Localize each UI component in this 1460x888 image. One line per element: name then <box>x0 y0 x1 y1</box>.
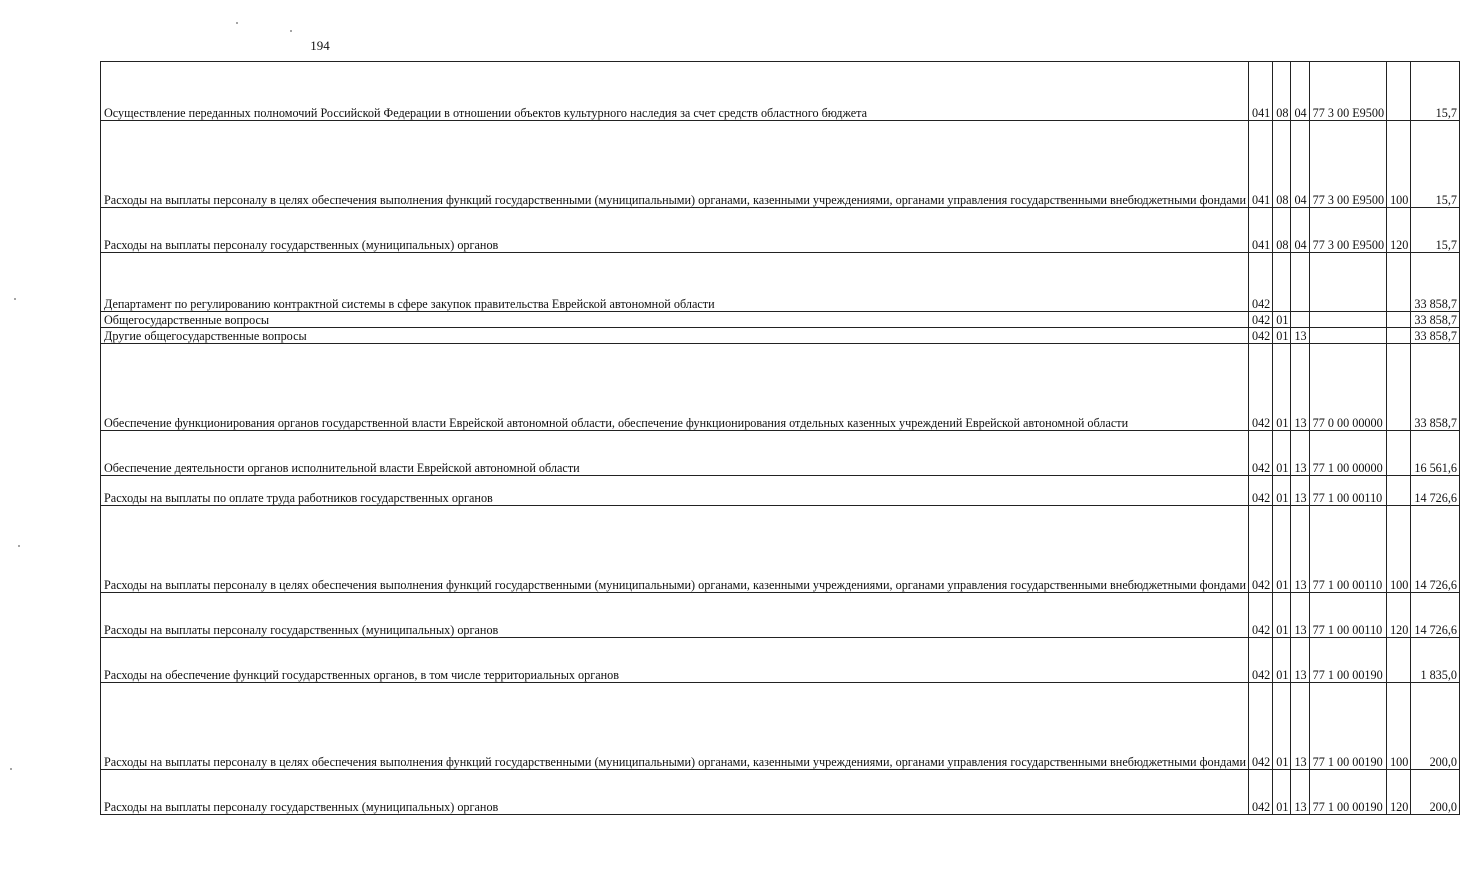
department-code-cell: 042 <box>1248 638 1272 683</box>
expense-name: Обеспечение функционирования органов государственной власти Еврейской автономной области, обеспечение функционирования отдельных казенных учреждений Еврейской автономной области <box>104 415 1129 430</box>
target-article-code-cell: 77 3 00 Е9500 <box>1309 208 1386 253</box>
expense-type-code-cell: 120 <box>1387 593 1411 638</box>
amount-cell: 200,0 <box>1411 683 1460 770</box>
section-code-cell: 01 <box>1273 476 1291 506</box>
expense-name: Обеспечение деятельности органов исполнительной власти Еврейской автономной области <box>104 460 580 475</box>
expense-type-code-cell: 120 <box>1387 770 1411 815</box>
amount-cell: 33 858,7 <box>1411 328 1460 344</box>
expense-name-cell <box>101 253 1249 312</box>
table-row <box>101 328 1460 344</box>
expense-name-cell <box>101 476 1249 506</box>
scan-speck <box>18 545 20 547</box>
department-code-cell: 042 <box>1248 506 1272 593</box>
table-row <box>101 476 1460 506</box>
subsection-code-cell: 13 <box>1291 431 1309 476</box>
amount-cell: 14 726,6 <box>1411 476 1460 506</box>
expense-name-cell <box>101 312 1249 328</box>
expense-name: Расходы на выплаты персоналу государственных (муниципальных) органов <box>104 799 499 814</box>
target-article-code-cell <box>1309 328 1386 344</box>
expense-name-cell <box>101 431 1249 476</box>
expense-type-code-cell <box>1387 638 1411 683</box>
expense-name-cell <box>101 770 1249 815</box>
scan-speck <box>290 30 292 32</box>
scan-speck <box>10 768 12 770</box>
subsection-code-cell: 13 <box>1291 683 1309 770</box>
section-code-cell: 08 <box>1273 62 1291 121</box>
target-article-code-cell: 77 1 00 00110 <box>1309 506 1386 593</box>
subsection-code-cell <box>1291 312 1309 328</box>
department-code-cell: 042 <box>1248 431 1272 476</box>
target-article-code-cell: 77 0 00 00000 <box>1309 344 1386 431</box>
expense-name-cell <box>101 638 1249 683</box>
department-code-cell: 041 <box>1248 121 1272 208</box>
subsection-code-cell: 13 <box>1291 328 1309 344</box>
department-code-cell: 041 <box>1248 208 1272 253</box>
target-article-code-cell: 77 1 00 00000 <box>1309 431 1386 476</box>
section-code-cell: 01 <box>1273 683 1291 770</box>
target-article-code-cell: 77 3 00 Е9500 <box>1309 121 1386 208</box>
subsection-code-cell: 13 <box>1291 476 1309 506</box>
subsection-code-cell: 04 <box>1291 121 1309 208</box>
amount-cell: 14 726,6 <box>1411 593 1460 638</box>
expense-name: Другие общегосударственные вопросы <box>104 328 307 343</box>
amount-cell: 14 726,6 <box>1411 506 1460 593</box>
expense-name-cell <box>101 344 1249 431</box>
expense-name-cell <box>101 62 1249 121</box>
section-code-cell: 01 <box>1273 638 1291 683</box>
subsection-code-cell: 13 <box>1291 638 1309 683</box>
expense-name-cell <box>101 593 1249 638</box>
subsection-code-cell: 04 <box>1291 208 1309 253</box>
budget-table <box>100 61 1460 815</box>
amount-cell: 33 858,7 <box>1411 344 1460 431</box>
section-code-cell: 01 <box>1273 431 1291 476</box>
section-code-cell: 01 <box>1273 312 1291 328</box>
section-code-cell: 01 <box>1273 506 1291 593</box>
department-code-cell: 042 <box>1248 328 1272 344</box>
expense-type-code-cell: 100 <box>1387 683 1411 770</box>
expense-type-code-cell <box>1387 344 1411 431</box>
table-row <box>101 770 1460 815</box>
target-article-code-cell: 77 1 00 00190 <box>1309 770 1386 815</box>
expense-name: Расходы на выплаты персоналу государственных (муниципальных) органов <box>104 622 499 637</box>
amount-cell: 15,7 <box>1411 121 1460 208</box>
amount-cell: 33 858,7 <box>1411 312 1460 328</box>
expense-name-cell <box>101 208 1249 253</box>
expense-type-code-cell <box>1387 476 1411 506</box>
target-article-code-cell: 77 1 00 00190 <box>1309 638 1386 683</box>
expense-name: Общегосударственные вопросы <box>104 312 270 327</box>
expense-type-code-cell <box>1387 62 1411 121</box>
section-code-cell <box>1273 253 1291 312</box>
section-code-cell: 08 <box>1273 208 1291 253</box>
amount-cell: 33 858,7 <box>1411 253 1460 312</box>
expense-name: Расходы на обеспечение функций государственных органов, в том числе территориальных органов <box>104 667 620 682</box>
section-code-cell: 01 <box>1273 770 1291 815</box>
expense-name: Расходы на выплаты персоналу в целях обеспечения выполнения функций государственными (муниципальными) органами, казенными учреждениями, органами управления государственными внебюджетными фондами <box>104 754 1246 769</box>
subsection-code-cell: 13 <box>1291 506 1309 593</box>
expense-name-cell <box>101 121 1249 208</box>
department-code-cell: 042 <box>1248 344 1272 431</box>
table-row <box>101 638 1460 683</box>
table-row <box>101 683 1460 770</box>
table-row <box>101 431 1460 476</box>
subsection-code-cell: 13 <box>1291 770 1309 815</box>
section-code-cell: 08 <box>1273 121 1291 208</box>
scan-speck <box>14 298 16 300</box>
expense-name: Расходы на выплаты персоналу в целях обеспечения выполнения функций государственными (муниципальными) органами, казенными учреждениями, органами управления государственными внебюджетными фондами <box>104 577 1246 592</box>
table-row <box>101 506 1460 593</box>
section-code-cell: 01 <box>1273 344 1291 431</box>
section-code-cell: 01 <box>1273 328 1291 344</box>
target-article-code-cell <box>1309 312 1386 328</box>
expense-name-cell <box>101 683 1249 770</box>
expense-type-code-cell: 100 <box>1387 506 1411 593</box>
table-row <box>101 208 1460 253</box>
expense-name-cell <box>101 506 1249 593</box>
expense-name: Департамент по регулированию контрактной системы в сфере закупок правительства Еврейской автономной области <box>104 296 715 311</box>
expense-type-code-cell: 120 <box>1387 208 1411 253</box>
target-article-code-cell: 77 1 00 00110 <box>1309 593 1386 638</box>
expense-type-code-cell <box>1387 253 1411 312</box>
amount-cell: 16 561,6 <box>1411 431 1460 476</box>
subsection-code-cell: 13 <box>1291 344 1309 431</box>
table-row <box>101 62 1460 121</box>
target-article-code-cell: 77 1 00 00190 <box>1309 683 1386 770</box>
amount-cell: 15,7 <box>1411 62 1460 121</box>
table-row <box>101 344 1460 431</box>
subsection-code-cell <box>1291 253 1309 312</box>
department-code-cell: 042 <box>1248 476 1272 506</box>
table-row <box>101 593 1460 638</box>
table-row <box>101 312 1460 328</box>
scan-speck <box>236 22 238 24</box>
expense-name: Осуществление переданных полномочий Российской Федерации в отношении объектов культурного наследия за счет средств областного бюджета <box>104 105 868 120</box>
table-row <box>101 121 1460 208</box>
budget-table-body <box>101 62 1460 815</box>
subsection-code-cell: 04 <box>1291 62 1309 121</box>
expense-type-code-cell <box>1387 328 1411 344</box>
expense-name: Расходы на выплаты персоналу государственных (муниципальных) органов <box>104 237 499 252</box>
department-code-cell: 042 <box>1248 253 1272 312</box>
target-article-code-cell: 77 3 00 Е9500 <box>1309 62 1386 121</box>
expense-name: Расходы на выплаты по оплате труда работников государственных органов <box>104 490 493 505</box>
subsection-code-cell: 13 <box>1291 593 1309 638</box>
expense-name-cell <box>101 328 1249 344</box>
expense-type-code-cell <box>1387 431 1411 476</box>
target-article-code-cell <box>1309 253 1386 312</box>
department-code-cell: 041 <box>1248 62 1272 121</box>
table-row <box>101 253 1460 312</box>
expense-name: Расходы на выплаты персоналу в целях обеспечения выполнения функций государственными (муниципальными) органами, казенными учреждениями, органами управления государственными внебюджетными фондами <box>104 192 1246 207</box>
amount-cell: 200,0 <box>1411 770 1460 815</box>
section-code-cell: 01 <box>1273 593 1291 638</box>
department-code-cell: 042 <box>1248 770 1272 815</box>
department-code-cell: 042 <box>1248 312 1272 328</box>
amount-cell: 15,7 <box>1411 208 1460 253</box>
page-number: 194 <box>310 38 330 53</box>
target-article-code-cell: 77 1 00 00110 <box>1309 476 1386 506</box>
department-code-cell: 042 <box>1248 593 1272 638</box>
amount-cell: 1 835,0 <box>1411 638 1460 683</box>
expense-type-code-cell <box>1387 312 1411 328</box>
expense-type-code-cell: 100 <box>1387 121 1411 208</box>
department-code-cell: 042 <box>1248 683 1272 770</box>
